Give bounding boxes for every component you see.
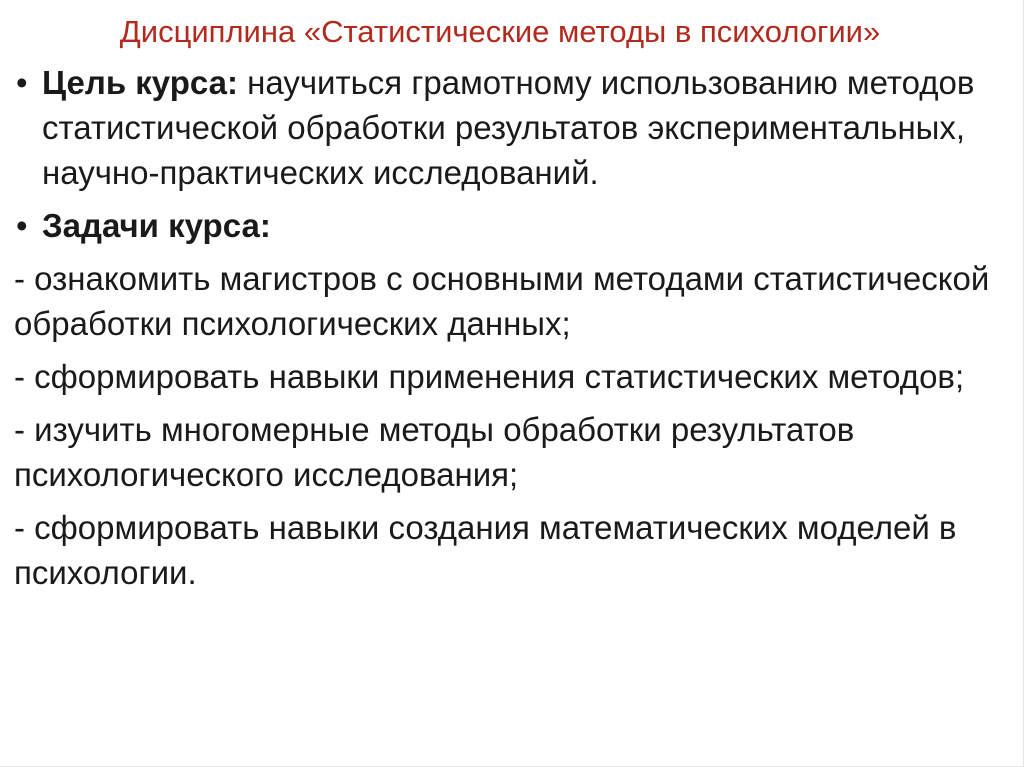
tasks-label: Задачи курса: [42,207,271,244]
goal-label: Цель курса: [42,64,238,101]
task-item: - ознакомить магистров с основными методами статистической обработки психологических данных; [14,260,990,342]
task-item: - сформировать навыки применения статистических методов; [14,358,965,395]
bullet-icon: • [16,64,28,101]
slide-title: Дисциплина «Статистические методы в психологии» [119,14,881,49]
task-item: - сформировать навыки создания математических моделей в психологии. [14,509,957,591]
task-item: - изучить многомерные методы обработки результатов психологического исследования; [14,411,855,493]
tasks-bullet [14,203,994,248]
bullet-icon: • [16,207,28,244]
slide-body [14,60,994,595]
goal-text: научиться грамотному использованию методов статистической обработки результатов экспериментальных, научно-практических исследований. [42,64,975,191]
goal-bullet [14,60,994,195]
